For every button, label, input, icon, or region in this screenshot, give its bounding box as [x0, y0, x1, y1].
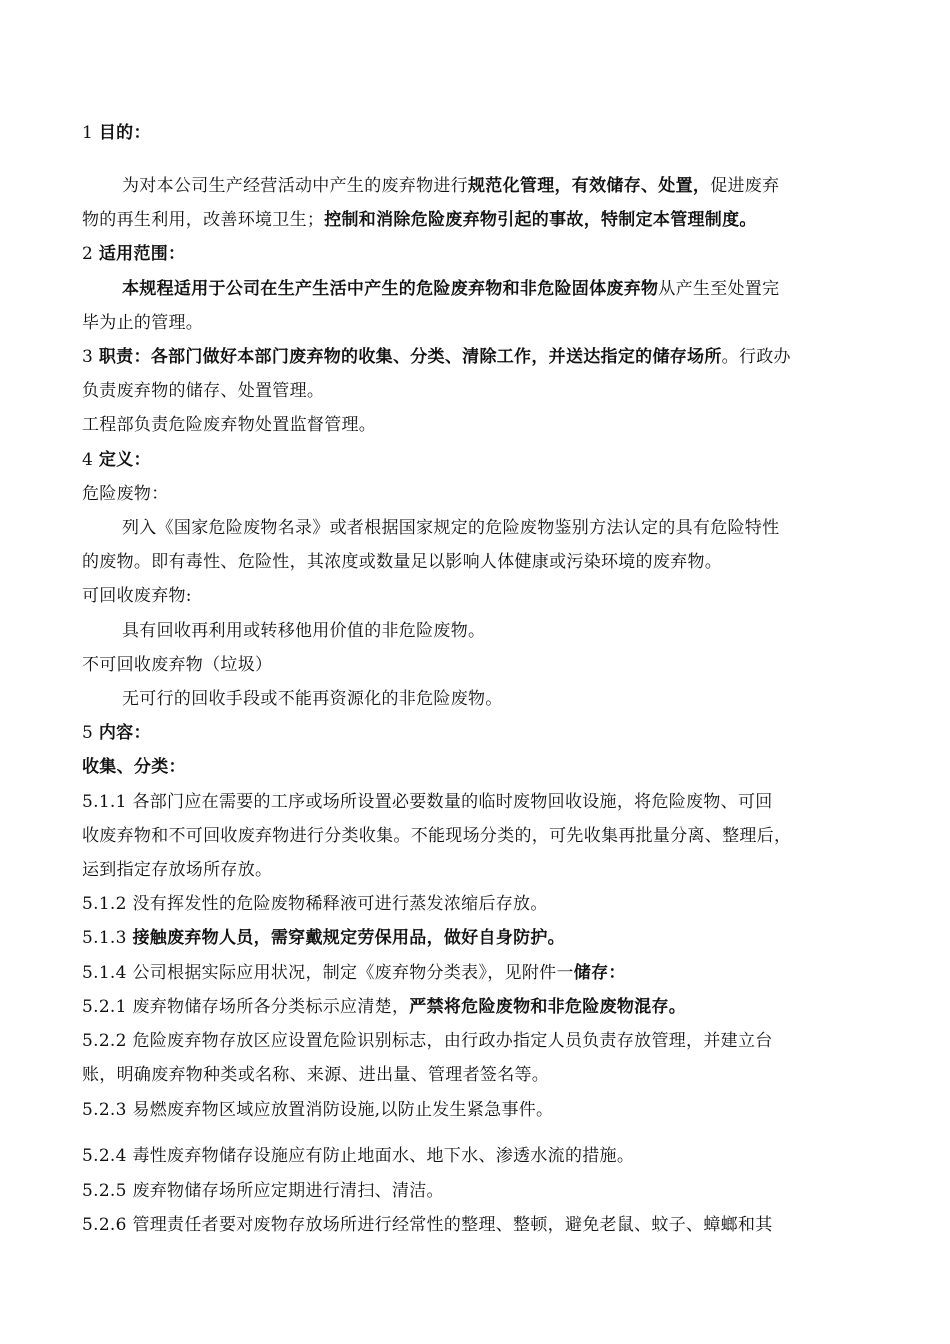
bold-run: 储存：	[573, 963, 626, 983]
section-title: 目的：	[98, 123, 151, 143]
text-run: 。行政办	[721, 347, 791, 367]
bold-run: 职责：各部门做好本部门废弃物的收集、分类、清除工作，并送达指定的储存场所	[98, 347, 722, 367]
section-number: 3	[82, 347, 94, 367]
purpose-paragraph-line-2	[82, 209, 872, 231]
text-run: 物的再生利用，改善环境卫生；	[82, 210, 325, 230]
bold-run: 本规程适用于公司在生产生活中产生的危险废弃物和非危险固体废弃物	[122, 279, 659, 299]
section-title: 适用范围：	[98, 244, 186, 264]
text-run: 从产生至处置完	[658, 279, 780, 299]
term-recyclable: 可回收废弃物:	[82, 586, 192, 606]
section-5-heading	[82, 722, 872, 744]
duty-line-2: 负责废弃物的储存、处置管理。	[82, 381, 325, 401]
bold-run: 控制和消除危险废弃物引起的事故，特制定本管理制度。	[324, 210, 757, 230]
section-4-heading	[82, 449, 872, 471]
term-non-recyclable: 不可回收废弃物（垃圾）	[82, 655, 273, 675]
item-5-1-2: 5.1.2 没有挥发性的危险废物稀释液可进行蒸发浓缩后存放。	[82, 894, 548, 914]
text-run: 促进废弃	[710, 176, 780, 196]
item-5-1-1-line-1: 5.1.1 各部门应在需要的工序或场所设置必要数量的临时废物回收设施，将危险废物、可回	[82, 792, 773, 812]
item-5-2-5: 5.2.5 废弃物储存场所应定期进行清扫、清洁。	[82, 1181, 444, 1201]
item-5-2-4: 5.2.4 毒性废弃物储存设施应有防止地面水、地下水、渗透水流的措施。	[82, 1146, 635, 1166]
term-hazardous-desc-line-1: 列入《国家危险废物名录》或者根据国家规定的危险废物鉴别方法认定的具有危险特性	[122, 518, 780, 538]
text-run: 5.1.4 公司根据实际应用状况，制定《废弃物分类表》，见附件一	[82, 963, 574, 983]
subsection-collection: 收集、分类：	[82, 757, 186, 777]
scope-paragraph-line-2: 毕为止的管理。	[82, 313, 204, 333]
section-3-heading	[82, 346, 872, 368]
section-2-heading	[82, 243, 872, 265]
term-hazardous-waste: 危险废物：	[82, 484, 169, 504]
item-5-1-4	[82, 962, 872, 984]
item-5-2-1	[82, 996, 872, 1018]
item-5-2-2-line-2: 账，明确废弃物种类或名称、来源、进出量、管理者签名等。	[82, 1065, 550, 1085]
section-number: 4	[82, 450, 94, 470]
section-number: 2	[82, 244, 94, 264]
scope-paragraph-line-1	[122, 278, 872, 300]
section-number: 5	[82, 723, 94, 743]
term-non-recyclable-desc: 无可行的回收手段或不能再资源化的非危险废物。	[122, 689, 503, 709]
purpose-paragraph-line-1	[122, 175, 872, 197]
bold-run: 严禁将危险废物和非危险废物混存。	[409, 997, 687, 1017]
section-title: 内容：	[98, 723, 151, 743]
item-number: 5.1.3	[82, 928, 133, 948]
duty-line-3: 工程部负责危险废弃物处置监督管理。	[82, 415, 377, 435]
text-run: 为对本公司生产经营活动中产生的废弃物进行	[122, 176, 468, 196]
section-1-heading	[82, 122, 872, 144]
section-number: 1	[82, 123, 94, 143]
item-5-1-1-line-3: 运到指定存放场所存放。	[82, 860, 273, 880]
item-5-1-3	[82, 927, 872, 949]
item-5-2-6: 5.2.6 管理责任者要对废物存放场所进行经常性的整理、整顿，避免老鼠、蚊子、蟑螂和其	[82, 1215, 773, 1235]
item-5-2-2-line-1: 5.2.2 危险废弃物存放区应设置危险识别标志，由行政办指定人员负责存放管理，并建立台	[82, 1031, 773, 1051]
item-5-1-1-line-2: 收废弃物和不可回收废弃物进行分类收集。不能现场分类的，可先收集再批量分离、整理后，	[82, 826, 792, 846]
bold-run: 接触废弃物人员，需穿戴规定劳保用品，做好自身防护。	[132, 928, 565, 948]
section-title: 定义：	[98, 450, 151, 470]
term-hazardous-desc-line-2: 的废物。即有毒性、危险性，其浓度或数量足以影响人体健康或污染环境的废弃物。	[82, 552, 723, 572]
term-recyclable-desc: 具有回收再利用或转移他用价值的非危险废物。	[122, 621, 486, 641]
bold-run: 规范化管理，有效储存、处置，	[468, 176, 711, 196]
text-run: 5.2.1 废弃物储存场所各分类标示应清楚，	[82, 997, 410, 1017]
item-5-2-3: 5.2.3 易燃废弃物区域应放置消防设施,以防止发生紧急事件。	[82, 1100, 554, 1120]
